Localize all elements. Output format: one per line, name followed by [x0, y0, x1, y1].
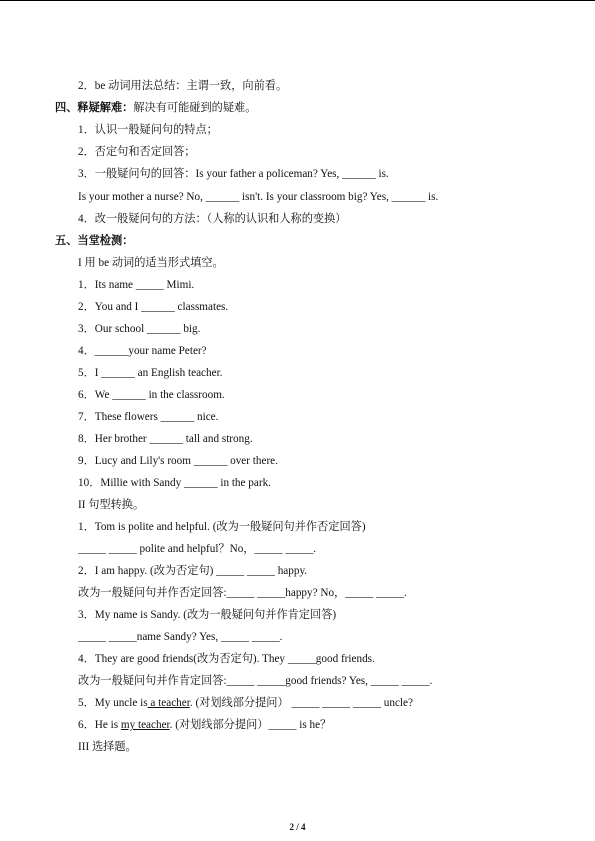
- exercise-item: 1．Tom is polite and helpful. (改为一般疑问句并作否定回答): [78, 521, 366, 533]
- text-line: 2．be 动词用法总结：主谓一致，向前看。: [78, 80, 288, 92]
- exercise-item: _____ _____ polite and helpful？No，_____ _____.: [78, 543, 317, 555]
- text-line: 4．改一般疑问句的方法：（人称的认识和人称的变换）: [78, 213, 347, 225]
- exercise-item: 6．We ______ in the classroom.: [78, 389, 225, 401]
- exercise-title: III 选择题。: [78, 741, 137, 753]
- exercise-item: 7．These flowers ______ nice.: [78, 411, 219, 423]
- exercise-item: 8．Her brother ______ tall and strong.: [78, 433, 253, 445]
- text-line: Is your mother a nurse? No, ______ isn't. Is your classroom big? Yes, ______ is.: [78, 191, 439, 203]
- text-line: 2．否定句和否定回答；: [78, 146, 196, 158]
- exercise-item: 改为一般疑问句并作肯定回答:_____ _____good friends? Yes, _____ _____.: [78, 675, 433, 687]
- top-rule: [0, 0, 595, 1]
- text-line: 1．认识一般疑问句的特点；: [78, 124, 218, 136]
- section-heading-5: [55, 234, 133, 248]
- exercise-title: I 用 be 动词的适当形式填空。: [78, 257, 224, 269]
- exercise-item: 6．He is my teacher. (对划线部分提问）_____ is he？: [78, 719, 332, 731]
- underlined-phrase: a teacher: [147, 697, 190, 709]
- exercise-item: 4．______your name Peter?: [78, 345, 207, 357]
- exercise-item: 3．Our school ______ big.: [78, 323, 201, 335]
- exercise-item: 10．Millie with Sandy ______ in the park.: [78, 477, 271, 489]
- page-number: 2 / 4: [289, 822, 306, 832]
- exercise-item: 3．My name is Sandy. (改为一般疑问句并作肯定回答): [78, 609, 337, 621]
- heading-label: 四、释疑解难：: [55, 102, 134, 114]
- underlined-phrase: my teacher: [120, 719, 170, 731]
- section-heading-4: 四、释疑解难：解决有可能碰到的疑难。: [55, 102, 257, 114]
- exercise-item: 2．I am happy. (改为否定句) _____ _____ happy.: [78, 565, 308, 577]
- exercise-item: 5．I ______ an English teacher.: [78, 367, 223, 379]
- exercise-item: _____ _____name Sandy? Yes, _____ _____.: [78, 631, 283, 643]
- exercise-item: 2．You and I ______ classmates.: [78, 301, 229, 313]
- exercise-item: 改为一般疑问句并作否定回答:_____ _____happy? No，_____ _____.: [78, 587, 407, 599]
- exercise-item: 9．Lucy and Lily's room ______ over there.: [78, 455, 278, 467]
- exercise-item: 1．Its name _____ Mimi.: [78, 279, 195, 291]
- exercise-item: 5．My uncle is a teacher. (对划线部分提问） _____ _____ _____ uncle?: [78, 697, 413, 709]
- exercise-item: 4．They are good friends(改为否定句). They _____good friends.: [78, 653, 375, 665]
- exercise-title: II 句型转换。: [78, 499, 145, 511]
- text-line: 3．一般疑问句的回答：Is your father a policeman? Yes, ______ is.: [78, 168, 389, 180]
- heading-label: 五、当堂检测：: [55, 235, 134, 247]
